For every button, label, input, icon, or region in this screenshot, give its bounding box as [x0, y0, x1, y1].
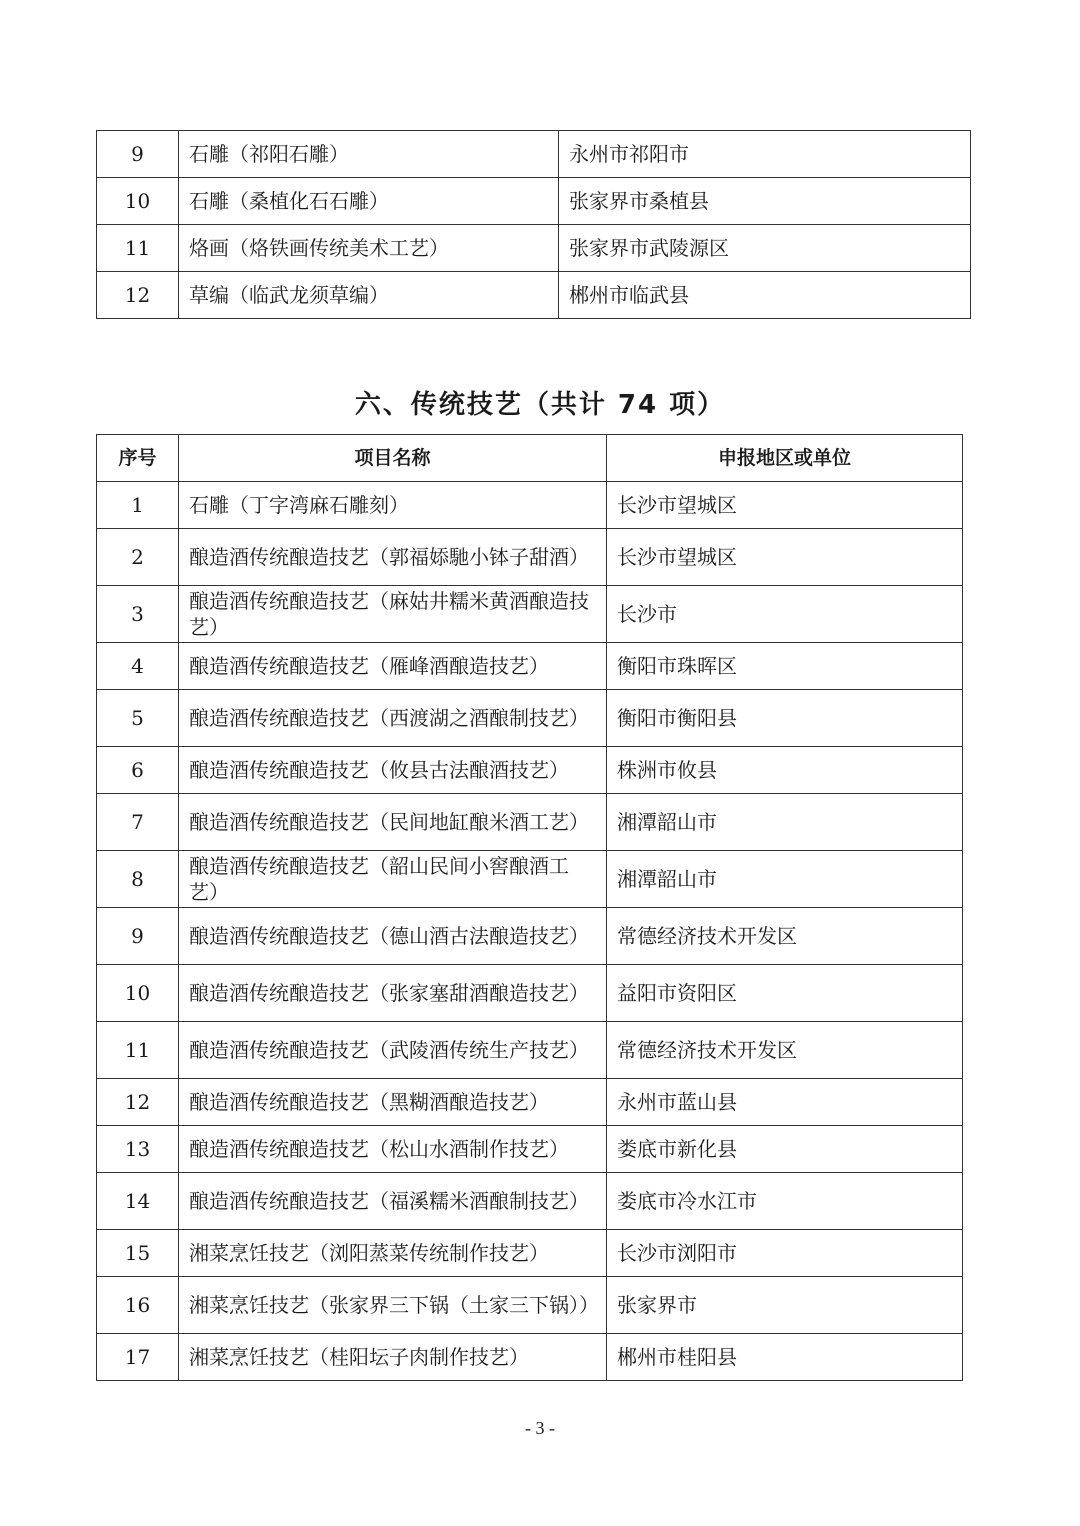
cell-region: 益阳市资阳区 — [607, 965, 963, 1022]
cell-project-name: 酿造酒传统酿造技艺（民间地缸酿米酒工艺） — [179, 794, 607, 851]
section-title: 六、传统技艺（共计 74 项） — [354, 390, 726, 420]
table-row — [97, 747, 963, 794]
cell-region: 常德经济技术开发区 — [607, 908, 963, 965]
cell-serial-number: 13 — [97, 1126, 179, 1173]
page-number: - 3 - — [525, 1418, 555, 1438]
cell-region: 常德经济技术开发区 — [607, 1022, 963, 1079]
table-row — [97, 586, 963, 643]
cell-project-name: 石雕（丁字湾麻石雕刻） — [179, 482, 607, 529]
table-row — [97, 1173, 963, 1230]
cell-project-name: 湘菜烹饪技艺（桂阳坛子肉制作技艺） — [179, 1334, 607, 1381]
table-row — [97, 643, 963, 690]
table-row — [97, 178, 971, 225]
cell-serial-number: 17 — [97, 1334, 179, 1381]
cell-serial-number: 10 — [97, 178, 179, 225]
table-row — [97, 1022, 963, 1079]
cell-region: 永州市祁阳市 — [559, 131, 971, 178]
cell-project-name: 酿造酒传统酿造技艺（松山水酒制作技艺） — [179, 1126, 607, 1173]
cell-serial-number: 16 — [97, 1277, 179, 1334]
cell-region: 株洲市攸县 — [607, 747, 963, 794]
cell-region: 郴州市桂阳县 — [607, 1334, 963, 1381]
table-row — [97, 908, 963, 965]
cell-region: 长沙市浏阳市 — [607, 1230, 963, 1277]
cell-project-name: 湘菜烹饪技艺（张家界三下锅（土家三下锅）） — [179, 1277, 607, 1334]
cell-region: 衡阳市衡阳县 — [607, 690, 963, 747]
cell-project-name: 酿造酒传统酿造技艺（黑糊酒酿造技艺） — [179, 1079, 607, 1126]
cell-serial-number: 12 — [97, 1079, 179, 1126]
cell-project-name: 草编（临武龙须草编） — [179, 272, 559, 319]
cell-project-name: 酿造酒传统酿造技艺（德山酒古法酿造技艺） — [179, 908, 607, 965]
cell-project-name: 酿造酒传统酿造技艺（张家塞甜酒酿造技艺） — [179, 965, 607, 1022]
cell-serial-number: 14 — [97, 1173, 179, 1230]
table-header-row — [97, 435, 963, 482]
cell-region: 湘潭韶山市 — [607, 794, 963, 851]
table-row — [97, 131, 971, 178]
traditional-crafts-table-body — [97, 482, 963, 1381]
cell-region: 郴州市临武县 — [559, 272, 971, 319]
cell-region: 永州市蓝山县 — [607, 1079, 963, 1126]
cell-serial-number: 9 — [97, 908, 179, 965]
table-row — [97, 965, 963, 1022]
header-project-name: 项目名称 — [179, 435, 607, 482]
cell-serial-number: 4 — [97, 643, 179, 690]
cell-serial-number: 2 — [97, 529, 179, 586]
cell-region: 张家界市 — [607, 1277, 963, 1334]
header-region: 申报地区或单位 — [607, 435, 963, 482]
cell-project-name: 酿造酒传统酿造技艺（攸县古法酿酒技艺） — [179, 747, 607, 794]
cell-serial-number: 9 — [97, 131, 179, 178]
cell-project-name: 酿造酒传统酿造技艺（韶山民间小窖酿酒工艺） — [179, 851, 607, 908]
cell-project-name: 酿造酒传统酿造技艺（麻姑井糯米黄酒酿造技艺） — [179, 586, 607, 643]
table-row — [97, 1277, 963, 1334]
cell-project-name: 酿造酒传统酿造技艺（郭福婖馳小钵子甜酒） — [179, 529, 607, 586]
traditional-crafts-table — [96, 434, 963, 1381]
table-row — [97, 482, 963, 529]
table-row — [97, 794, 963, 851]
cell-serial-number: 8 — [97, 851, 179, 908]
cell-region: 张家界市武陵源区 — [559, 225, 971, 272]
table-row — [97, 1334, 963, 1381]
continued-items-table — [96, 130, 971, 319]
cell-serial-number: 11 — [97, 1022, 179, 1079]
cell-region: 长沙市望城区 — [607, 482, 963, 529]
cell-serial-number: 11 — [97, 225, 179, 272]
cell-serial-number: 5 — [97, 690, 179, 747]
cell-project-name: 湘菜烹饪技艺（浏阳蒸菜传统制作技艺） — [179, 1230, 607, 1277]
cell-project-name: 石雕（祁阳石雕） — [179, 131, 559, 178]
cell-serial-number: 6 — [97, 747, 179, 794]
cell-region: 张家界市桑植县 — [559, 178, 971, 225]
table-row — [97, 1126, 963, 1173]
cell-project-name: 酿造酒传统酿造技艺（武陵酒传统生产技艺） — [179, 1022, 607, 1079]
cell-region: 娄底市冷水江市 — [607, 1173, 963, 1230]
table-row — [97, 225, 971, 272]
cell-serial-number: 3 — [97, 586, 179, 643]
cell-project-name: 酿造酒传统酿造技艺（福溪糯米酒酿制技艺） — [179, 1173, 607, 1230]
cell-serial-number: 12 — [97, 272, 179, 319]
cell-project-name: 烙画（烙铁画传统美术工艺） — [179, 225, 559, 272]
table-row — [97, 529, 963, 586]
cell-region: 娄底市新化县 — [607, 1126, 963, 1173]
cell-region: 长沙市望城区 — [607, 529, 963, 586]
table-row — [97, 272, 971, 319]
table-row — [97, 690, 963, 747]
cell-serial-number: 15 — [97, 1230, 179, 1277]
cell-serial-number: 10 — [97, 965, 179, 1022]
cell-region: 衡阳市珠晖区 — [607, 643, 963, 690]
table-row — [97, 1230, 963, 1277]
cell-project-name: 酿造酒传统酿造技艺（西渡湖之酒酿制技艺） — [179, 690, 607, 747]
header-serial-number: 序号 — [97, 435, 179, 482]
cell-region: 湘潭韶山市 — [607, 851, 963, 908]
cell-project-name: 酿造酒传统酿造技艺（雁峰酒酿造技艺） — [179, 643, 607, 690]
continued-items-table-body — [97, 131, 971, 319]
table-row — [97, 1079, 963, 1126]
table-row — [97, 851, 963, 908]
cell-region: 长沙市 — [607, 586, 963, 643]
cell-serial-number: 7 — [97, 794, 179, 851]
cell-project-name: 石雕（桑植化石石雕） — [179, 178, 559, 225]
cell-serial-number: 1 — [97, 482, 179, 529]
